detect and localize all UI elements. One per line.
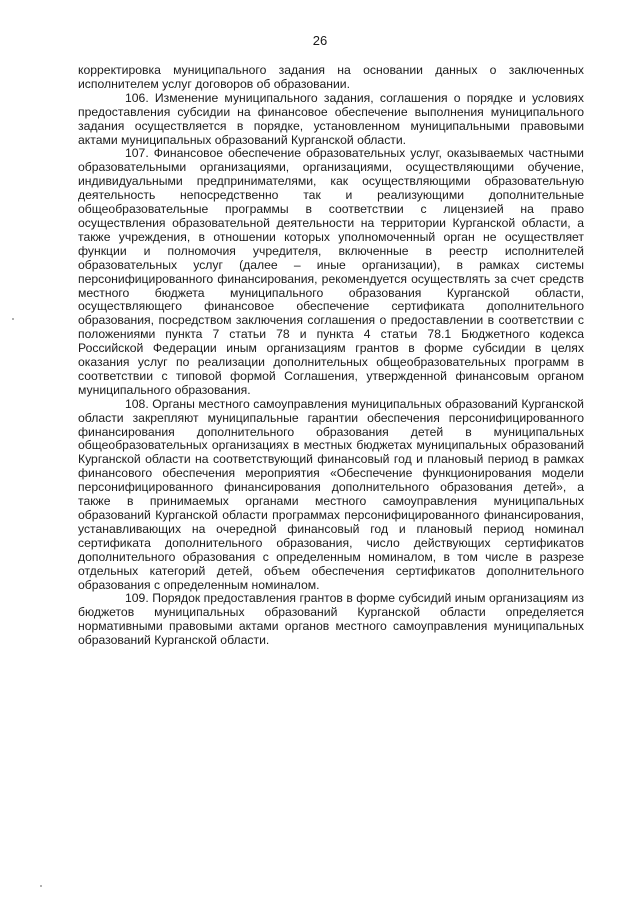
text-line: образования с определенным номиналом. xyxy=(78,577,320,592)
text-line: 107. Финансовое обеспечение образовательных услуг, оказываемых частными xyxy=(125,146,584,161)
text-line: образования, посредством заключения соглашения о предоставлении в соответствии с xyxy=(78,313,584,328)
text-line: 106. Изменение муниципального задания, соглашения о порядке и условиях xyxy=(125,90,584,105)
text-line: муниципального образования. xyxy=(78,382,251,397)
text-line: предоставления субсидии на финансовое обеспечение выполнения муниципального xyxy=(78,104,584,119)
text-line: исполнителем услуг договоров об образовании. xyxy=(78,76,350,91)
text-line: 108. Органы местного самоуправления муниципальных образований Курганской xyxy=(125,396,584,411)
text-line: индивидуальными предпринимателями, как осуществляющими образовательную xyxy=(78,174,584,189)
page-number: 26 xyxy=(312,33,328,48)
text-line: персонифицированного финансирования, рекомендуется осуществлять за счет средств xyxy=(78,271,584,286)
text-line: осуществляющего финансовое обеспечение сертификата дополнительного xyxy=(78,299,584,314)
text-line: актами муниципальных образований Курганской области. xyxy=(78,132,407,147)
text-line: осуществления образовательной деятельности на территории Курганской области, а xyxy=(78,215,584,230)
text-line: общеобразовательные программы в соответствии с лицензией на право xyxy=(78,202,584,217)
text-line: положениями пункта 7 статьи 78 и пункта 4 статьи 78.1 Бюджетного кодекса xyxy=(78,327,584,342)
text-line: общеобразовательных организациях в местных бюджетах муниципальных образований xyxy=(78,438,584,453)
text-line: Российской Федерации иным организациям грантов в форме субсидии в целях xyxy=(78,341,584,356)
text-line: деятельность непосредственно так и реализующими дополнительные xyxy=(78,188,584,203)
text-line: также в принимаемых органами местного самоуправления муниципальных xyxy=(78,494,584,509)
text-line: персонифицированного финансирования дополнительного образования детей», а xyxy=(78,480,584,495)
scan-speck xyxy=(12,318,14,320)
text-line: функции и полномочия учредителя, включенные в реестр исполнителей xyxy=(78,243,584,258)
text-line: образовательными организациями, организациями, осуществляющими обучение, xyxy=(78,160,584,175)
text-line: корректировка муниципального задания на основании данных о заключенных xyxy=(78,63,584,77)
paragraph xyxy=(78,592,584,648)
text-line: оказания услуг по реализации дополнительных общеобразовательных программ в xyxy=(78,355,584,370)
text-line: образований Курганской области. xyxy=(78,633,270,648)
text-line: устанавливающих на очередной финансовый год и плановый период номинал xyxy=(78,521,584,536)
text-line: бюджетов муниципальных образований Курганской области определяется xyxy=(78,605,584,620)
text-line: 109. Порядок предоставления грантов в форме субсидий иным организациям из xyxy=(125,591,584,606)
text-line: также учреждения, в отношении которых уполномоченный орган не осуществляет xyxy=(78,229,584,244)
text-line: финансирования дополнительного образования детей в муниципальных xyxy=(78,424,584,439)
text-line: образований Курганской области программах персонифицированного финансирования, xyxy=(78,508,584,522)
scan-speck xyxy=(40,885,42,887)
text-line: дополнительного образования с определенным номиналом, в том числе в разрезе xyxy=(78,549,584,564)
text-line: соответствии с типовой формой Соглашения, утвержденной финансовым органом xyxy=(78,368,584,383)
text-line: задания осуществляется в порядке, установленном муниципальными правовыми xyxy=(78,118,584,133)
paragraph xyxy=(78,398,584,593)
text-line: Курганской области на соответствующий финансовый год и плановый период в рамках xyxy=(78,452,584,467)
paragraph xyxy=(78,92,584,148)
text-line: нормативными правовыми актами органов местного самоуправления муниципальных xyxy=(78,619,584,634)
text-line: сертификата дополнительного образования, число действующих сертификатов xyxy=(78,535,584,550)
text-line: отдельных категорий детей, объем обеспечения сертификатов дополнительного xyxy=(78,563,584,578)
document-body xyxy=(78,64,584,648)
paragraph xyxy=(78,64,584,92)
text-line: местного бюджета муниципального образования Курганской области, xyxy=(78,285,584,300)
text-line: финансового обеспечения мероприятия «Обеспечение функционирования модели xyxy=(78,466,584,481)
paragraph xyxy=(78,147,584,397)
text-line: образовательных услуг (далее – иные организации), в рамках системы xyxy=(78,257,584,272)
text-line: области закрепляют муниципальные гарантии обеспечения персонифицированного xyxy=(78,410,584,425)
